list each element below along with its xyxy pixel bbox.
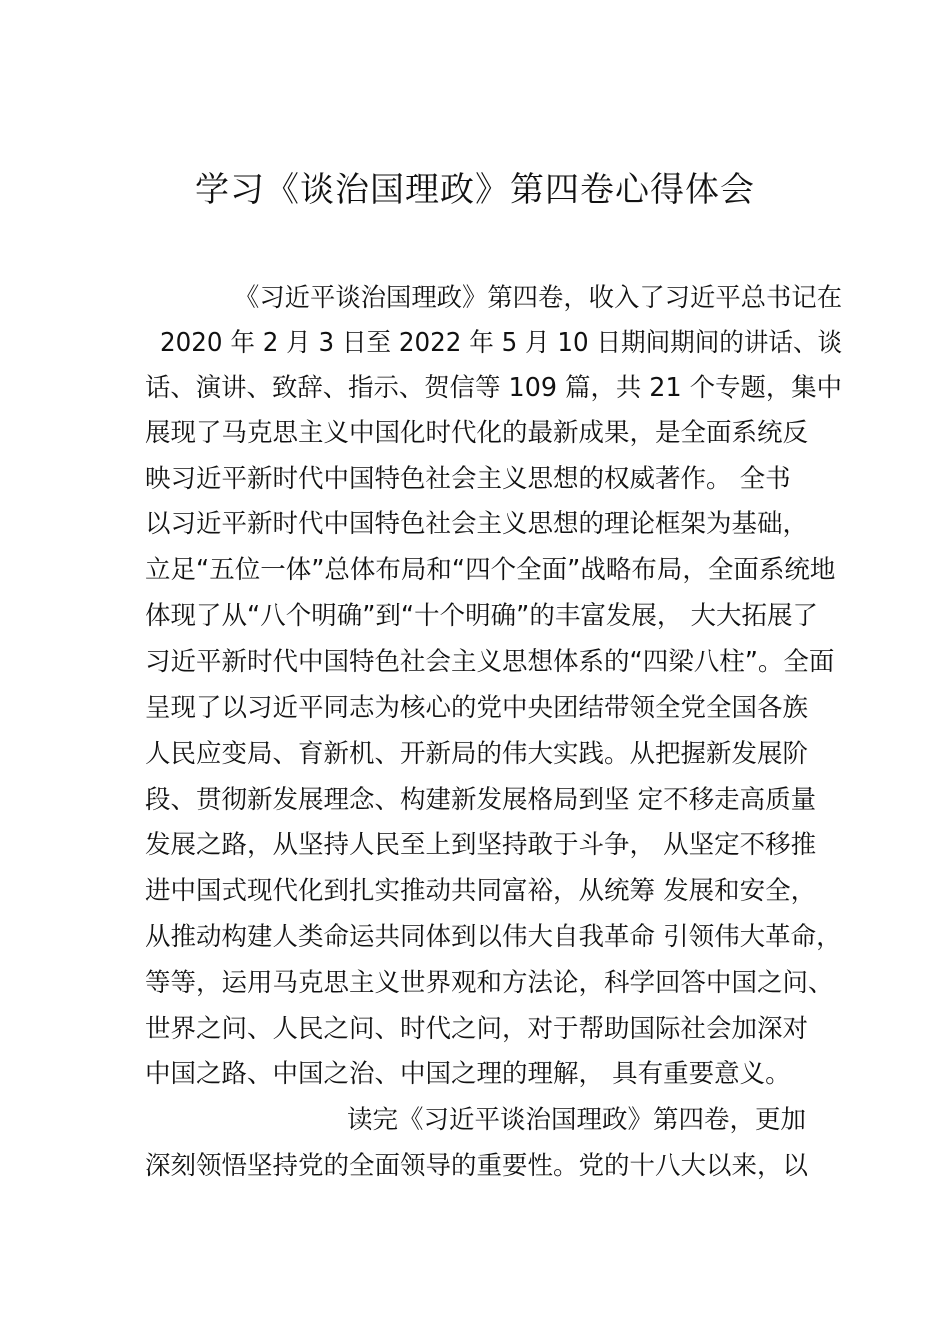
text-line: 读完《习近平谈治国理政》第四卷，更加	[347, 1105, 807, 1135]
text-line: 等等，运用马克思主义世界观和方法论，科学回答中国之问、	[145, 968, 834, 998]
text-line: 呈现了以习近平同志为核心的党中央团结带领全党全国各族	[145, 693, 809, 723]
text-line: 人民应变局、育新机、开新局的伟大实践。从把握新发展阶	[145, 739, 809, 769]
text-line: 《习近平谈治国理政》第四卷，收入了习近平总书记在	[234, 283, 843, 313]
text-line: 体现了从“八个明确”到“十个明确”的丰富发展， 大大拓展了	[145, 601, 818, 631]
text-line: 段、贯彻新发展理念、构建新发展格局到坚 定不移走高质量	[145, 785, 817, 815]
text-line: 立足“五位一体”总体布局和“四个全面”战略布局，全面系统地	[145, 555, 836, 585]
text-line: 从推动构建人类命运共同体到以伟大自我革命 引领伟大革命，	[145, 922, 842, 952]
text-line: 展现了马克思主义中国化时代化的最新成果，是全面系统反	[145, 418, 809, 448]
text-line: 以习近平新时代中国特色社会主义思想的理论框架为基础，	[145, 509, 809, 539]
text-line: 中国之路、中国之治、中国之理的理解， 具有重要意义。	[145, 1059, 791, 1089]
document-title: 学习《谈治国理政》第四卷心得体会	[195, 170, 755, 210]
text-line: 世界之问、人民之问、时代之问，对于帮助国际社会加深对	[145, 1014, 809, 1044]
text-line: 2020 年 2 月 3 日至 2022 年 5 月 10 日期间期间的讲话、谈	[160, 328, 843, 358]
text-line: 话、演讲、致辞、指示、贺信等 109 篇，共 21 个专题，集中	[145, 373, 843, 403]
text-line: 习近平新时代中国特色社会主义思想体系的“四梁八柱”。全面	[145, 647, 835, 677]
text-line: 深刻领悟坚持党的全面领导的重要性。党的十八大以来，以	[145, 1151, 809, 1181]
text-line: 进中国式现代化到扎实推动共同富裕，从统筹 发展和安全，	[145, 876, 817, 906]
text-line: 映习近平新时代中国特色社会主义思想的权威著作。 全书	[145, 464, 791, 494]
text-line: 发展之路，从坚持人民至上到坚持敢于斗争， 从坚定不移推	[145, 830, 817, 860]
